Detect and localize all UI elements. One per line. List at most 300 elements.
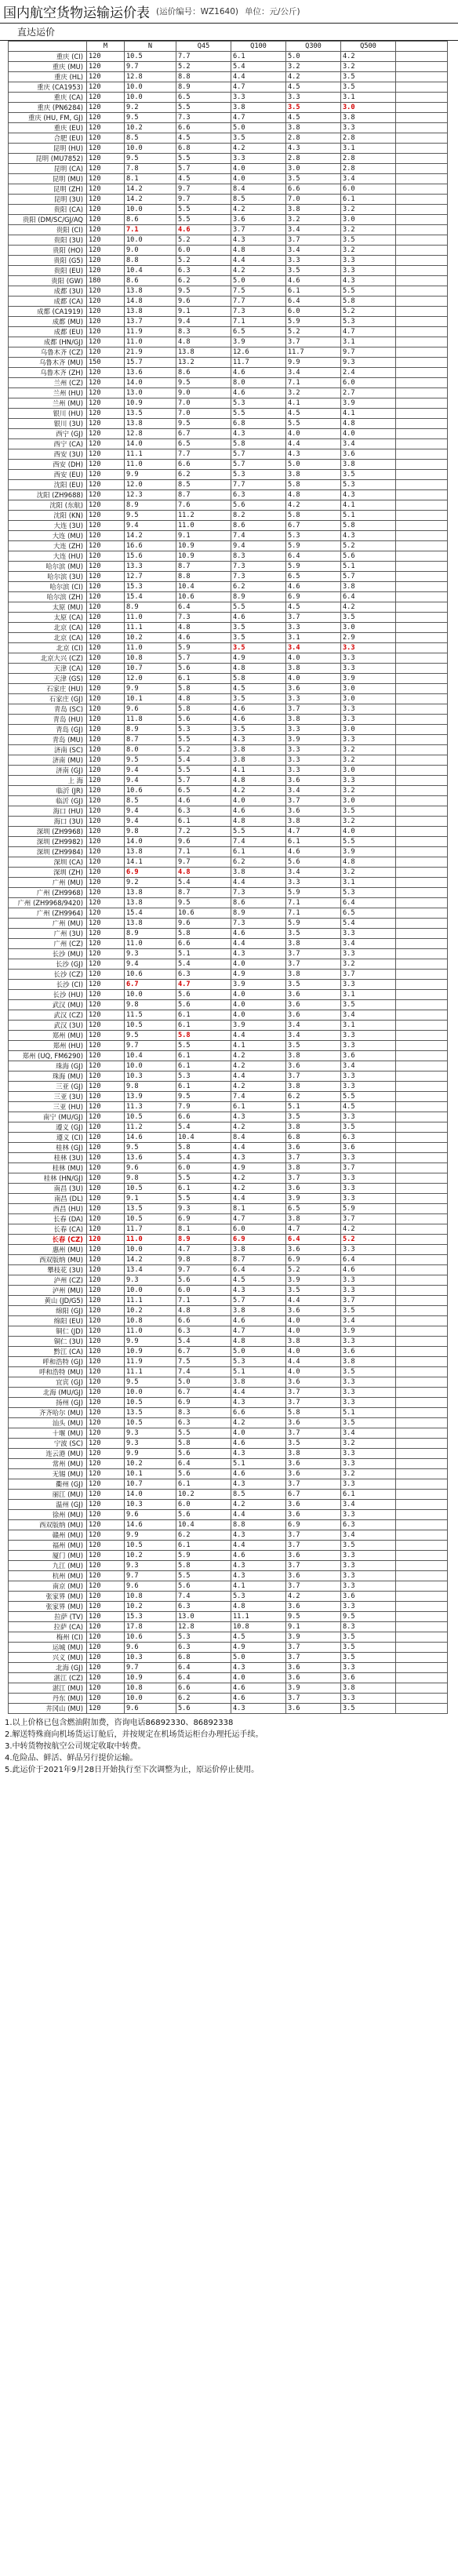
rate-cell: 6.7 <box>125 980 176 990</box>
rate-cell: 6.1 <box>176 1082 231 1092</box>
rate-cell: 8.1 <box>176 1224 231 1235</box>
rate-cell: 4.3 <box>231 429 286 439</box>
rate-cell: 3.6 <box>286 1245 341 1255</box>
rate-cell: 3.7 <box>286 959 341 970</box>
destination-cell: 郑州 (UQ, FM6290) <box>9 1051 87 1061</box>
destination-cell: 石家庄 (GJ) <box>9 694 87 704</box>
rate-cell: 9.0 <box>125 246 176 256</box>
destination-cell: 徐州 (MU) <box>9 1510 87 1520</box>
rate-cell: 7.4 <box>231 531 286 541</box>
rate-cell: 120 <box>87 317 125 327</box>
rate-cell: 3.7 <box>341 1296 396 1306</box>
rate-cell: 3.8 <box>286 123 341 133</box>
destination-cell: 常州 (MU) <box>9 1459 87 1469</box>
rate-cell: 6.3 <box>231 490 286 500</box>
rate-cell: 4.2 <box>231 1500 286 1510</box>
rate-cell: 5.8 <box>341 297 396 307</box>
rate-cell: 3.5 <box>341 1643 396 1653</box>
rate-cell: 11.3 <box>125 1102 176 1112</box>
rate-cell: 3.8 <box>231 745 286 755</box>
destination-cell: 张家界 (MU) <box>9 1592 87 1602</box>
rate-cell: 120 <box>87 704 125 715</box>
rate-cell: 6.5 <box>176 439 231 449</box>
destination-cell: 青岛 (HU) <box>9 715 87 725</box>
rate-cell: 13.8 <box>125 307 176 317</box>
rate-cell: 4.6 <box>231 806 286 817</box>
rate-cell: 120 <box>87 919 125 929</box>
table-row <box>9 1112 448 1122</box>
destination-cell: 南宁 (MU/GJ) <box>9 1112 87 1122</box>
rate-cell: 7.0 <box>176 398 231 409</box>
rate-cell: 7.7 <box>231 297 286 307</box>
rate-cell <box>396 1316 448 1326</box>
table-row <box>9 1459 448 1469</box>
rate-cell: 5.5 <box>176 103 231 113</box>
rate-cell <box>396 704 448 715</box>
rate-cell: 10.4 <box>125 266 176 276</box>
table-row <box>9 1245 448 1255</box>
rate-cell: 13.8 <box>125 898 176 908</box>
destination-cell: 长春 (CZ) <box>9 1235 87 1245</box>
rate-cell: 6.1 <box>176 1541 231 1551</box>
rate-cell: 8.7 <box>231 1255 286 1265</box>
destination-cell: 青岛 (GJ) <box>9 725 87 735</box>
rate-cell: 120 <box>87 1235 125 1245</box>
destination-cell: 沈阳 (ZH9688) <box>9 490 87 500</box>
rate-cell <box>396 1530 448 1541</box>
rate-cell: 4.0 <box>341 827 396 837</box>
rate-cell: 5.8 <box>176 704 231 715</box>
rate-cell: 3.3 <box>286 745 341 755</box>
rate-cell: 120 <box>87 1021 125 1031</box>
rate-cell: 5.2 <box>176 256 231 266</box>
rate-cell: 3.6 <box>286 1000 341 1010</box>
destination-cell: 珠海 (GJ) <box>9 1061 87 1072</box>
rate-cell: 5.7 <box>231 1296 286 1306</box>
rate-cell <box>396 1275 448 1286</box>
rate-cell: 4.7 <box>286 827 341 837</box>
destination-cell: 临沂 (GJ) <box>9 796 87 806</box>
rate-cell <box>396 572 448 582</box>
rate-cell <box>396 144 448 154</box>
rate-cell: 120 <box>87 1102 125 1112</box>
rate-cell: 8.4 <box>231 184 286 195</box>
rate-cell: 3.4 <box>286 1021 341 1031</box>
rate-cell: 11.9 <box>125 1357 176 1367</box>
destination-cell: 长沙 (MU) <box>9 949 87 959</box>
rate-cell: 3.3 <box>341 1031 396 1041</box>
table-row <box>9 144 448 154</box>
rate-cell <box>396 1388 448 1398</box>
rate-cell: 6.1 <box>341 195 396 205</box>
rate-cell: 120 <box>87 398 125 409</box>
rate-cell <box>396 827 448 837</box>
rate-cell: 120 <box>87 368 125 378</box>
rate-cell: 3.7 <box>286 1581 341 1592</box>
rate-cell <box>396 337 448 347</box>
destination-cell: 重庆 (HL) <box>9 72 87 82</box>
rate-cell <box>396 266 448 276</box>
rate-cell: 10.5 <box>125 1398 176 1408</box>
rate-cell: 120 <box>87 1214 125 1224</box>
rate-cell: 3.4 <box>286 1031 341 1041</box>
rate-cell <box>396 409 448 419</box>
rate-cell: 120 <box>87 256 125 266</box>
rate-cell: 3.8 <box>231 755 286 766</box>
rate-cell <box>396 358 448 368</box>
rate-cell: 10.6 <box>176 592 231 602</box>
rate-cell: 14.0 <box>125 1490 176 1500</box>
rate-cell: 9.3 <box>125 1439 176 1449</box>
rate-cell <box>396 1051 448 1061</box>
destination-cell: 绵阳 (EU) <box>9 1316 87 1326</box>
rate-cell: 5.2 <box>341 307 396 317</box>
rate-cell: 6.8 <box>176 1653 231 1663</box>
rate-cell: 2.8 <box>341 133 396 144</box>
rate-cell: 120 <box>87 572 125 582</box>
rate-cell <box>396 480 448 490</box>
table-row <box>9 592 448 602</box>
rate-cell: 6.0 <box>341 184 396 195</box>
destination-cell: 长沙 (GJ) <box>9 959 87 970</box>
page-title: 国内航空货物运输运价表 <box>3 5 150 21</box>
rate-cell: 9.1 <box>176 307 231 317</box>
rate-cell: 120 <box>87 93 125 103</box>
rate-cell: 13.8 <box>125 286 176 297</box>
rate-cell: 5.6 <box>176 990 231 1000</box>
table-row <box>9 1428 448 1439</box>
table-row <box>9 1408 448 1418</box>
rate-cell: 5.5 <box>176 205 231 215</box>
rate-cell: 6.1 <box>176 1021 231 1031</box>
rate-cell: 9.5 <box>125 1143 176 1153</box>
destination-cell: 温州 (GJ) <box>9 1500 87 1510</box>
rate-cell: 11.1 <box>125 1367 176 1377</box>
rate-cell: 3.3 <box>341 1245 396 1255</box>
rate-cell <box>396 786 448 796</box>
rate-cell: 3.5 <box>341 1367 396 1377</box>
rate-cell: 3.3 <box>341 704 396 715</box>
rate-cell: 3.5 <box>341 1653 396 1663</box>
rate-cell: 4.3 <box>231 1530 286 1541</box>
rate-cell: 5.1 <box>341 562 396 572</box>
rate-cell <box>396 470 448 480</box>
table-row <box>9 1000 448 1010</box>
table-row <box>9 409 448 419</box>
rate-cell <box>396 592 448 602</box>
rate-cell: 3.8 <box>286 1051 341 1061</box>
rate-cell: 10.9 <box>176 541 231 551</box>
rate-cell: 13.0 <box>176 1612 231 1622</box>
rate-cell: 6.7 <box>286 1490 341 1500</box>
destination-cell: 西安 (3U) <box>9 449 87 460</box>
rate-cell: 10.7 <box>125 664 176 674</box>
rate-cell: 9.5 <box>286 1612 341 1622</box>
rate-cell: 5.8 <box>176 1439 231 1449</box>
rate-cell <box>396 1082 448 1092</box>
rate-cell: 5.5 <box>341 1092 396 1102</box>
rate-cell: 3.2 <box>341 246 396 256</box>
rate-cell: 3.6 <box>286 1673 341 1683</box>
destination-cell: 重庆 (PN6284) <box>9 103 87 113</box>
rate-cell: 120 <box>87 266 125 276</box>
rate-cell: 7.1 <box>286 898 341 908</box>
rate-cell: 3.2 <box>341 1439 396 1449</box>
destination-cell: 乌鲁木齐 (CZ) <box>9 347 87 358</box>
rate-cell: 120 <box>87 1153 125 1163</box>
destination-cell: 重庆 (CI) <box>9 52 87 62</box>
rate-cell: 3.5 <box>341 613 396 623</box>
rate-cell: 3.7 <box>286 1173 341 1184</box>
destination-cell: 呼和浩特 (MU) <box>9 1367 87 1377</box>
rate-cell <box>396 1541 448 1551</box>
rate-cell: 3.2 <box>286 62 341 72</box>
rate-cell: 120 <box>87 439 125 449</box>
rate-cell: 3.2 <box>341 205 396 215</box>
rate-cell: 5.6 <box>176 1704 231 1714</box>
table-row <box>9 1643 448 1653</box>
rate-cell: 3.5 <box>231 694 286 704</box>
rate-cell: 120 <box>87 1551 125 1561</box>
rate-cell: 4.0 <box>286 1326 341 1337</box>
column-header: M <box>87 42 125 52</box>
rate-cell: 120 <box>87 857 125 868</box>
rate-cell: 5.6 <box>176 1000 231 1010</box>
rate-cell: 6.6 <box>176 939 231 949</box>
rate-cell: 11.5 <box>125 1010 176 1021</box>
rate-cell: 4.4 <box>231 256 286 266</box>
rate-cell: 10.9 <box>125 398 176 409</box>
table-row <box>9 1622 448 1632</box>
rate-cell: 4.3 <box>231 1153 286 1163</box>
destination-cell: 汕头 (MU) <box>9 1418 87 1428</box>
rate-cell <box>396 817 448 827</box>
table-row <box>9 1694 448 1704</box>
destination-cell: 兴义 (MU) <box>9 1653 87 1663</box>
table-row <box>9 919 448 929</box>
rate-cell: 9.4 <box>125 959 176 970</box>
destination-cell: 桂林 (GJ) <box>9 1143 87 1153</box>
rate-cell: 8.9 <box>176 82 231 93</box>
destination-cell: 昆明 (3U) <box>9 195 87 205</box>
table-row <box>9 1632 448 1643</box>
rate-cell <box>396 378 448 388</box>
rate-cell: 5.2 <box>286 1265 341 1275</box>
rate-cell: 3.0 <box>341 623 396 633</box>
table-row <box>9 1010 448 1021</box>
rate-cell: 3.8 <box>286 817 341 827</box>
column-header <box>396 42 448 52</box>
rate-cell: 11.8 <box>125 715 176 725</box>
rate-cell: 120 <box>87 1031 125 1041</box>
rate-cell <box>396 908 448 919</box>
destination-cell: 深圳 (ZH9968) <box>9 827 87 837</box>
rate-cell: 3.3 <box>341 715 396 725</box>
rate-cell: 3.4 <box>286 246 341 256</box>
rate-cell: 4.7 <box>176 1245 231 1255</box>
rate-cell: 6.1 <box>176 1479 231 1490</box>
rate-cell: 4.2 <box>286 72 341 82</box>
rate-cell: 10.0 <box>125 93 176 103</box>
table-row <box>9 1133 448 1143</box>
rate-cell: 7.4 <box>231 1092 286 1102</box>
destination-cell: 兰州 (HU) <box>9 388 87 398</box>
rate-cell: 4.3 <box>231 1571 286 1581</box>
rate-cell <box>396 1581 448 1592</box>
rate-cell: 14.0 <box>125 837 176 847</box>
destination-cell: 哈尔滨 (CI) <box>9 582 87 592</box>
column-header: Q300 <box>286 42 341 52</box>
rate-cell <box>396 1031 448 1041</box>
rate-cell: 4.6 <box>231 1439 286 1449</box>
rate-cell: 10.2 <box>125 1551 176 1561</box>
destination-cell: 西安 (DH) <box>9 460 87 470</box>
rate-cell: 4.0 <box>231 959 286 970</box>
rate-cell: 7.1 <box>231 317 286 327</box>
destination-cell: 广州 (ZH9964) <box>9 908 87 919</box>
column-header <box>9 42 87 52</box>
table-row <box>9 490 448 500</box>
table-row <box>9 133 448 144</box>
destination-cell: 重庆 (CA1953) <box>9 82 87 93</box>
rate-cell: 3.5 <box>341 1000 396 1010</box>
destination-cell: 大连 (3U) <box>9 521 87 531</box>
rate-cell: 120 <box>87 1173 125 1184</box>
table-row <box>9 1082 448 1092</box>
rate-cell: 120 <box>87 164 125 174</box>
table-header-row <box>9 42 448 52</box>
rate-cell: 5.1 <box>231 1459 286 1469</box>
rate-cell: 10.5 <box>125 1418 176 1428</box>
rate-cell: 120 <box>87 582 125 592</box>
table-row <box>9 1337 448 1347</box>
rate-cell: 4.2 <box>231 205 286 215</box>
rate-cell: 3.8 <box>286 1082 341 1092</box>
table-row <box>9 1530 448 1541</box>
destination-cell: 拉萨 (TV) <box>9 1612 87 1622</box>
rate-cell: 4.4 <box>231 72 286 82</box>
rate-cell: 4.2 <box>231 1184 286 1194</box>
rate-cell: 2.4 <box>341 368 396 378</box>
rate-cell: 8.9 <box>231 592 286 602</box>
rate-cell: 6.3 <box>341 1133 396 1143</box>
rate-cell: 120 <box>87 511 125 521</box>
destination-cell: 武汉 (MU) <box>9 1000 87 1010</box>
rate-cell: 13.7 <box>125 317 176 327</box>
rate-cell: 3.5 <box>286 929 341 939</box>
rate-cell <box>396 602 448 613</box>
destination-cell: 银川 (3U) <box>9 419 87 429</box>
rate-cell: 120 <box>87 1082 125 1092</box>
rate-cell: 11.9 <box>125 327 176 337</box>
rate-cell: 5.7 <box>231 449 286 460</box>
rate-cell: 3.8 <box>286 664 341 674</box>
table-row <box>9 307 448 317</box>
rate-cell: 3.0 <box>286 164 341 174</box>
rate-cell: 8.3 <box>341 1622 396 1632</box>
rate-cell: 8.3 <box>176 1408 231 1418</box>
rate-cell <box>396 664 448 674</box>
rate-cell: 6.9 <box>176 1398 231 1408</box>
rate-cell <box>396 1510 448 1520</box>
table-row <box>9 1194 448 1204</box>
rate-cell <box>396 1439 448 1449</box>
rate-cell: 4.0 <box>231 990 286 1000</box>
rate-cell: 4.3 <box>231 1449 286 1459</box>
rate-cell: 4.2 <box>231 1082 286 1092</box>
destination-cell: 沈阳 (东航) <box>9 500 87 511</box>
rate-cell <box>396 684 448 694</box>
rate-cell: 120 <box>87 776 125 786</box>
destination-cell: 铜仁 (JD) <box>9 1326 87 1337</box>
rate-cell: 120 <box>87 1530 125 1541</box>
destination-cell: 黔江 (CA) <box>9 1347 87 1357</box>
rate-cell: 120 <box>87 449 125 460</box>
rate-cell: 8.6 <box>231 521 286 531</box>
rate-cell: 3.5 <box>286 1286 341 1296</box>
rate-cell: 8.5 <box>231 195 286 205</box>
rate-cell: 3.5 <box>341 1418 396 1428</box>
rate-cell: 120 <box>87 1122 125 1133</box>
rate-cell: 8.1 <box>125 174 176 184</box>
destination-cell: 南昌 (DL) <box>9 1194 87 1204</box>
table-row <box>9 225 448 235</box>
destination-cell: 重庆 (EU) <box>9 123 87 133</box>
rate-cell: 4.9 <box>231 653 286 664</box>
rate-cell: 3.3 <box>341 256 396 266</box>
destination-cell: 海口 (3U) <box>9 817 87 827</box>
rate-cell: 11.0 <box>125 643 176 653</box>
rate-cell: 12.8 <box>125 429 176 439</box>
rate-cell: 8.7 <box>125 735 176 745</box>
rate-cell: 8.7 <box>176 562 231 572</box>
rate-cell: 5.8 <box>176 1031 231 1041</box>
rate-cell: 120 <box>87 1479 125 1490</box>
rate-cell: 6.9 <box>125 868 176 878</box>
rate-cell: 4.6 <box>231 1469 286 1479</box>
table-row <box>9 562 448 572</box>
rate-cell: 120 <box>87 868 125 878</box>
rate-cell: 120 <box>87 1112 125 1122</box>
rate-cell <box>396 1612 448 1622</box>
destination-cell: 武汉 (3U) <box>9 1021 87 1031</box>
table-row <box>9 1510 448 1520</box>
rate-cell: 5.7 <box>176 653 231 664</box>
rate-cell: 12.0 <box>125 674 176 684</box>
rate-cell: 120 <box>87 1683 125 1694</box>
rate-cell <box>396 93 448 103</box>
rate-cell: 120 <box>87 1184 125 1194</box>
rate-cell: 4.3 <box>231 1561 286 1571</box>
rate-cell: 8.9 <box>125 725 176 735</box>
rate-cell: 11.2 <box>176 511 231 521</box>
table-row <box>9 980 448 990</box>
rate-cell: 6.4 <box>176 1663 231 1673</box>
table-row <box>9 1224 448 1235</box>
rate-cell: 8.9 <box>125 929 176 939</box>
rate-cell <box>396 1153 448 1163</box>
rate-cell: 16.6 <box>125 541 176 551</box>
destination-cell: 广州 (ZH9968/9420) <box>9 898 87 908</box>
rate-cell: 3.7 <box>286 949 341 959</box>
rate-cell: 5.8 <box>176 929 231 939</box>
rate-cell: 4.3 <box>231 1112 286 1122</box>
rate-cell: 3.5 <box>286 1112 341 1122</box>
destination-cell: 杭州 (MU) <box>9 1571 87 1581</box>
rate-cell: 3.5 <box>341 806 396 817</box>
rate-cell: 9.9 <box>125 684 176 694</box>
destination-cell: 三亚 (HU) <box>9 1102 87 1112</box>
